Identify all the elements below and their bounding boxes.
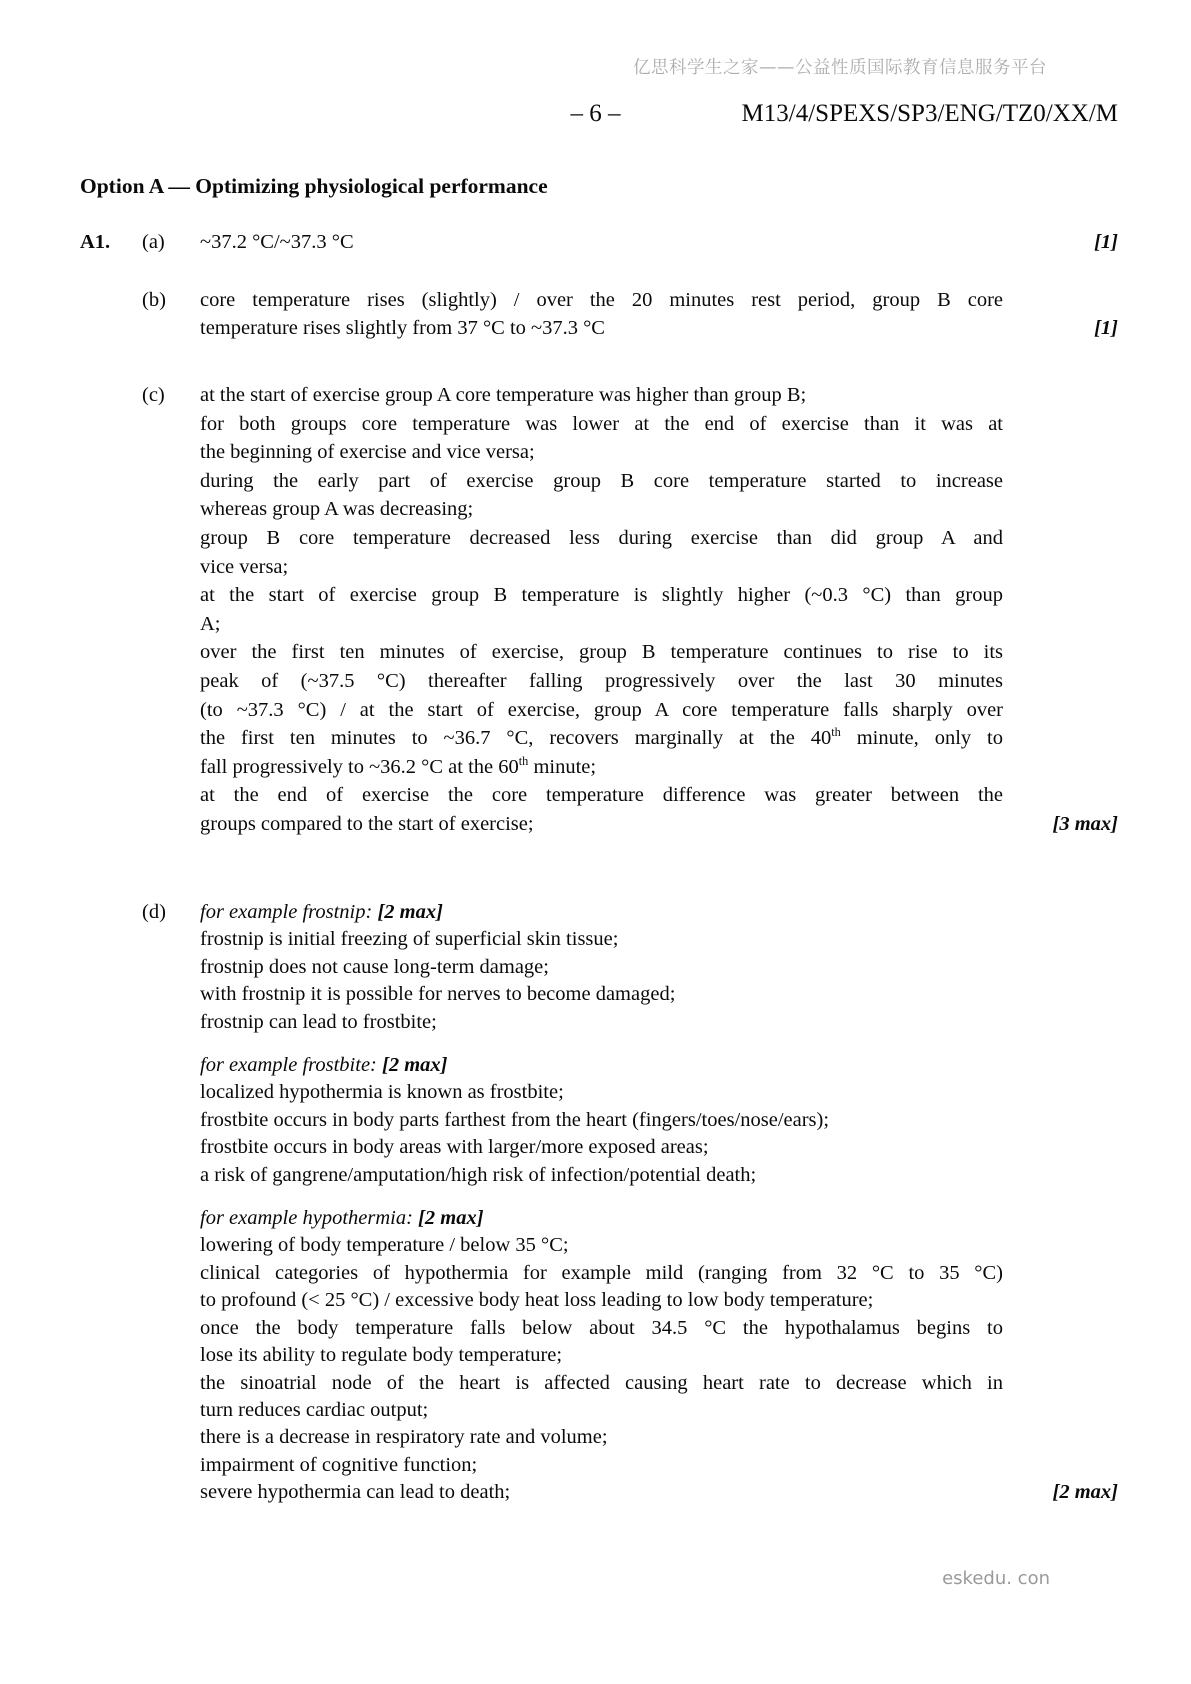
answer-line: the sinoatrial node of the heart is affected causing heart rate to decrease which in: [200, 1371, 1003, 1394]
answer-line: temperature rises slightly from 37 °C to ~37.3 °C: [200, 317, 605, 339]
answer-line: frostnip does not cause long-term damage;: [200, 955, 549, 978]
answer-line: for both groups core temperature was lower at the end of exercise than it was at: [200, 412, 1003, 435]
answer-line: localized hypothermia is known as frostbite;: [200, 1081, 564, 1104]
answer-line: lowering of body temperature / below 35 °C;: [200, 1234, 569, 1257]
part-a-letter: (a): [142, 231, 165, 253]
answer-line: severe hypothermia can lead to death;: [200, 1481, 511, 1504]
part-d-mark: [2 max]: [1052, 1481, 1118, 1504]
option-title: Option A — Optimizing physiological performance: [80, 174, 548, 198]
answer-line: peak of (~37.5 °C) thereafter falling progressively over the last 30 minutes: [200, 669, 1003, 692]
watermark-text: 亿思科学生之家——公益性质国际教育信息服务平台: [633, 58, 1047, 78]
part-d-letter: (d): [142, 901, 166, 923]
answer-line: the beginning of exercise and vice versa;: [200, 441, 535, 464]
answer-line: there is a decrease in respiratory rate and volume;: [200, 1426, 608, 1449]
group-header-line: [200, 1205, 1003, 1232]
answer-line: turn reduces cardiac output;: [200, 1398, 429, 1421]
group-header: for example frostnip:: [200, 901, 373, 923]
answer-line: during the early part of exercise group B core temperature started to increase: [200, 469, 1003, 492]
group-mark: [2 max]: [418, 1207, 484, 1230]
answer-line: once the body temperature falls below about 34.5 °C the hypothalamus begins to: [200, 1316, 1003, 1339]
part-c-mark: [3 max]: [1052, 812, 1118, 835]
answer-line: impairment of cognitive function;: [200, 1453, 478, 1476]
group-header-line: [200, 899, 1003, 926]
answer-line: clinical categories of hypothermia for example mild (ranging from 32 °C to 35 °C): [200, 1261, 1003, 1284]
answer-line: fall progressively to ~36.2 °C at the 60th minute;: [200, 753, 597, 778]
answer-line: (to ~37.3 °C) / at the start of exercise, group A core temperature falls sharply over: [200, 698, 1003, 721]
part-a-mark: [1]: [1094, 231, 1118, 253]
answer-line: vice versa;: [200, 555, 289, 578]
part-c-content: [200, 381, 1003, 839]
part-c-letter: (c): [142, 384, 165, 406]
group-mark: [2 max]: [377, 901, 443, 923]
group-header: for example hypothermia:: [200, 1207, 413, 1230]
answer-line: core temperature rises (slightly) / over the 20 minutes rest period, group B core: [200, 289, 1003, 311]
group-mark: [2 max]: [382, 1054, 448, 1077]
answer-line: A;: [200, 612, 221, 635]
part-b-mark: [1]: [1094, 317, 1118, 339]
answer-line: groups compared to the start of exercise;: [200, 812, 534, 835]
answer-line: group B core temperature decreased less during exercise than did group A and: [200, 526, 1003, 549]
answer-line: a risk of gangrene/amputation/high risk of infection/potential death;: [200, 1163, 757, 1186]
example-group-frostbite: [200, 1052, 1003, 1189]
part-c: [80, 381, 1118, 839]
answer-line: whereas group A was decreasing;: [200, 498, 474, 521]
answer-line: the first ten minutes to ~36.7 °C, recovers marginally at the 40th minute, only to: [200, 725, 1003, 750]
answer-line: at the end of exercise the core temperature difference was greater between the: [200, 784, 1003, 807]
part-d: [80, 899, 1118, 1507]
example-group-frostnip: [200, 899, 1003, 1036]
page-number: – 6 –: [570, 100, 621, 127]
answer-line: at the start of exercise group A core temperature was higher than group B;: [200, 384, 807, 406]
question-number: A1.: [80, 231, 111, 253]
answer-line: frostbite occurs in body areas with larger/more exposed areas;: [200, 1136, 709, 1159]
part-b-content: [200, 286, 1003, 342]
paper-code: M13/4/SPEXS/SP3/ENG/TZ0/XX/M: [741, 100, 1118, 127]
answer-line: frostnip is initial freezing of superficial skin tissue;: [200, 928, 619, 951]
part-d-content: [200, 899, 1003, 1507]
part-b: [80, 286, 1118, 342]
part-b-letter: (b): [142, 289, 166, 311]
group-header: for example frostbite:: [200, 1054, 377, 1077]
answer-line: with frostnip it is possible for nerves to become damaged;: [200, 983, 676, 1006]
part-a-content: [200, 228, 1003, 256]
answer-line: over the first ten minutes of exercise, group B temperature continues to rise to its: [200, 641, 1003, 664]
answer-line: to profound (< 25 °C) / excessive body heat loss leading to low body temperature;: [200, 1289, 874, 1312]
answer-line: lose its ability to regulate body temperature;: [200, 1344, 563, 1367]
part-a: [80, 228, 1118, 256]
answer-line: ~37.2 °C/~37.3 °C: [200, 231, 354, 253]
group-header-line: [200, 1052, 1003, 1079]
site-watermark: eskedu. con: [942, 1568, 1050, 1589]
example-group-hypothermia: [200, 1205, 1003, 1506]
answer-line: at the start of exercise group B temperature is slightly higher (~0.3 °C) than group: [200, 584, 1003, 607]
answer-line: frostnip can lead to frostbite;: [200, 1010, 437, 1033]
answer-line: frostbite occurs in body parts farthest from the heart (fingers/toes/nose/ears);: [200, 1108, 830, 1131]
